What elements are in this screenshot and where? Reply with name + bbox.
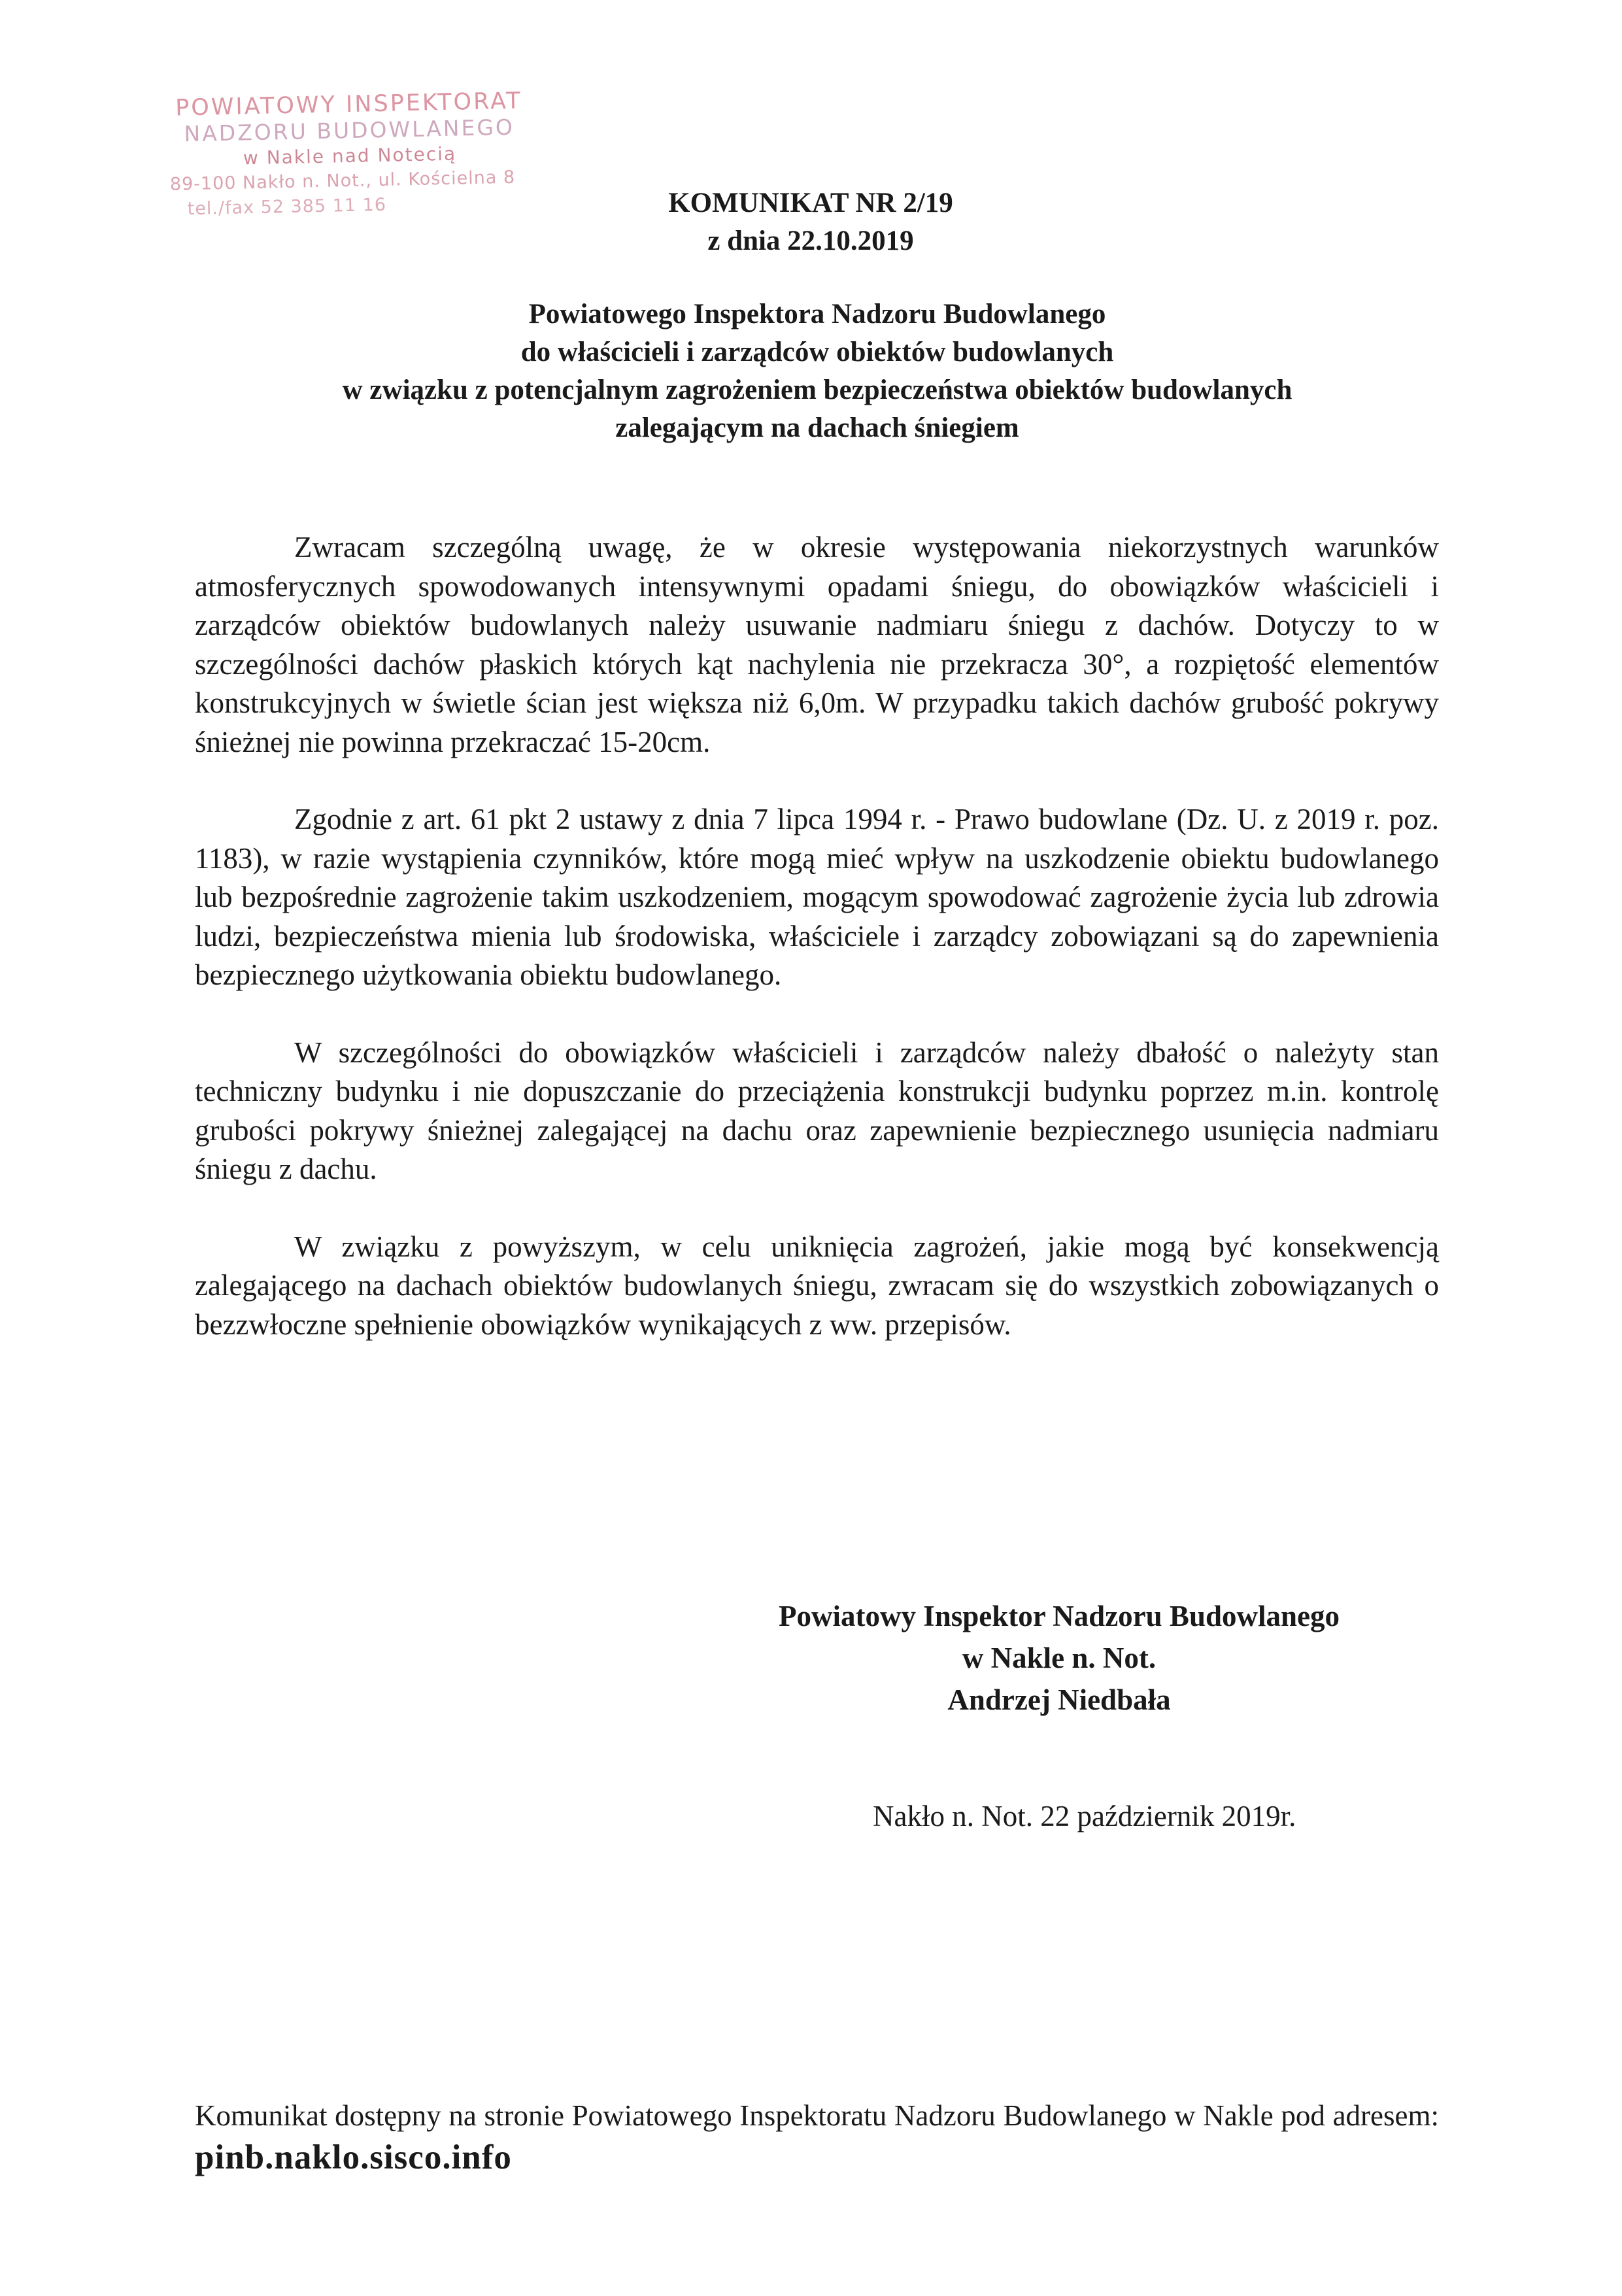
document-title bbox=[628, 184, 994, 260]
stamp-line-town: w Nakle nad Notecią bbox=[243, 143, 457, 169]
heading-line-2: do właścicieli i zarządców obiektów budowlanych bbox=[520, 337, 1114, 367]
stamp-line-office: POWIATOWY INSPEKTORAT bbox=[175, 88, 522, 122]
heading-line-4: zalegającym na dachach śniegiem bbox=[615, 413, 1019, 443]
place-and-date: Nakło n. Not. 22 październik 2019r. bbox=[873, 1800, 1296, 1832]
heading-line-1: Powiatowego Inspektora Nadzoru Budowlanego bbox=[528, 299, 1106, 329]
stamp-line-address: 89-100 Nakło n. Not., ul. Kościelna 8 bbox=[169, 167, 516, 195]
signature-name: Andrzej Niedbała bbox=[947, 1683, 1171, 1716]
document-body bbox=[195, 528, 1439, 1383]
body-paragraph-1: Zwracam szczególną uwagę, że w okresie występowania niekorzystnych warunków atmosferycznych spowodowanych intensywnymi opadami śniegu, do obowiązków właścicieli i zarządców obiektów budowlanych należy usuwanie nadmiaru śniegu z dachów. Dotyczy to w szczególności dachów płaskich których kąt nachylenia nie przekracza 30°, a rozpiętość elementów konstrukcyjnych w świetle ścian jest większa niż 6,0m. W przypadku takich dachów grubość pokrywy śnieżnej nie powinna przekraczać 15-20cm. bbox=[195, 531, 1439, 758]
stamp-line-department: NADZORU BUDOWLANEGO bbox=[184, 114, 515, 147]
footer-note bbox=[195, 2095, 1439, 2180]
body-paragraph-3: W szczególności do obowiązków właścicieli i zarządców należy dbałość o należyty stan techniczny budynku i nie dopuszczanie do przeciążenia konstrukcji budynku poprzez m.in. kontrolę grubości pokrywy śnieżnej zalegającej na dachu oraz zapewnienie bezpiecznego usunięcia nadmiaru śniegu z dachu. bbox=[195, 1036, 1439, 1185]
signature bbox=[732, 1595, 1386, 1721]
body-paragraph-4: W związku z powyższym, w celu uniknięcia zagrożeń, jakie mogą być konsekwencją zalegającego na dachach obiektów budowlanych śniegu, zwracam się do wszystkich zobowiązanych o bezzwłoczne spełnienie obowiązków wynikających z ww. przepisów. bbox=[195, 1230, 1439, 1341]
announcement-number: KOMUNIKAT NR 2/19 bbox=[668, 188, 953, 218]
office-stamp bbox=[165, 88, 534, 222]
body-paragraph-2: Zgodnie z art. 61 pkt 2 ustawy z dnia 7 lipca 1994 r. - Prawo budowlane (Dz. U. z 2019 r. poz. 1183), w razie wystąpienia czynników, które mogą mieć wpływ na uszkodzenie obiektu budowlanego lub bezpośrednie zagrożenie takim uszkodzeniem, mogącym spowodować zagrożenie życia lub zdrowia ludzi, bezpieczeństwa mienia lub środowiska, właściciele i zarządcy zobowiązani są do zapewnienia bezpiecznego użytkowania obiektu budowlanego. bbox=[195, 803, 1439, 991]
signature-location: w Nakle n. Not. bbox=[962, 1642, 1157, 1674]
announcement-date: z dnia 22.10.2019 bbox=[707, 226, 914, 256]
stamp-line-phone: tel./fax 52 385 11 16 bbox=[187, 194, 387, 220]
heading-line-3: w związku z potencjalnym zagrożeniem bezpieczeństwa obiektów budowlanych bbox=[342, 375, 1293, 405]
document-heading bbox=[196, 295, 1438, 447]
signature-title: Powiatowy Inspektor Nadzoru Budowlanego bbox=[778, 1600, 1340, 1632]
footer-text: Komunikat dostępny na stronie Powiatowego Inspektoratu Nadzoru Budowlanego w Nakle pod adresem: bbox=[195, 2099, 1439, 2132]
footer-url: pinb.naklo.sisco.info bbox=[195, 2138, 512, 2176]
